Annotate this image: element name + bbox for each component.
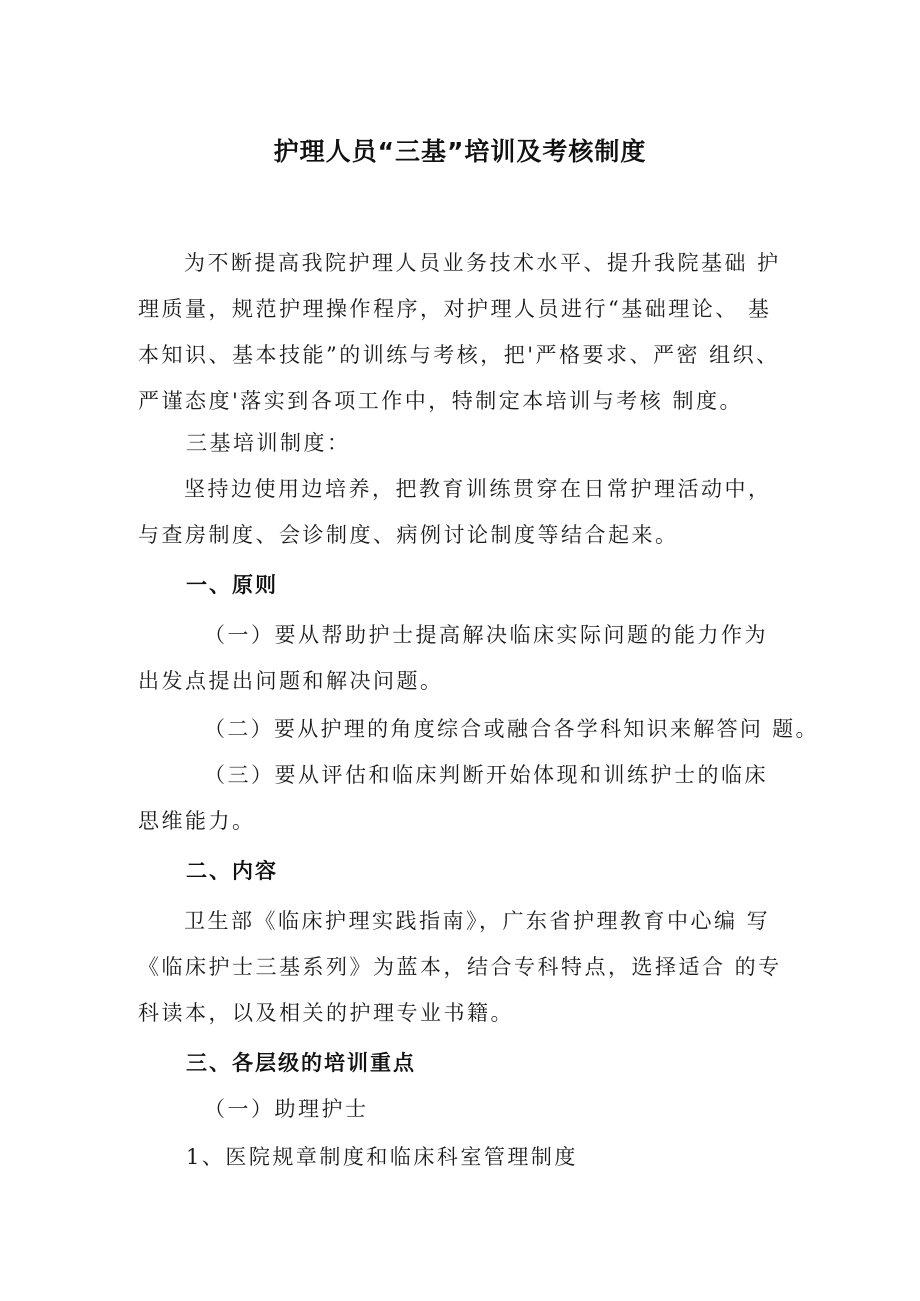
document-title: 护理人员“三基”培训及考核制度	[273, 137, 647, 166]
principle-item-2: （二）要从护理的角度综合或融合各学科知识来解答问 题。	[204, 717, 819, 741]
intro-paragraph: 为不断提高我院护理人员业务技术水平、提升我院基础 护理质量，规范护理操作程序，对护理人员进行“基础理论、 基本知识、基本技能”的训练与考核，把'严格要求、严密 组织、严谨态度'落实到各项工作中，特制定本培训与考核 制度。	[138, 251, 781, 413]
training-paragraph: 坚持边使用边培养，把教育训练贯穿在日常护理活动中，与查房制度、会诊制度、病例讨论制度等结合起来。	[138, 477, 772, 547]
content-paragraph: 卫生部《临床护理实践指南》，广东省护理教育中心编 写《临床护士三基系列》为蓝本，结合专科特点，选择适合 的专科读本，以及相关的护理专业书籍。	[138, 909, 782, 1025]
principle-item-3: （三）要从评估和临床判断开始体现和训练护士的临床 思维能力。	[138, 763, 768, 833]
training-label: 三基培训制度：	[186, 431, 351, 455]
section-heading-principles: 一、原则	[186, 573, 278, 597]
section-heading-training-focus: 三、各层级的培训重点	[186, 1051, 416, 1075]
section-heading-content: 二、内容	[186, 859, 278, 883]
subheading-assistant-nurse: （一）助理护士	[204, 1097, 369, 1121]
principle-item-1: （一）要从帮助护士提高解决临床实际问题的能力作为 出发点提出问题和解决问题。	[138, 623, 768, 693]
training-item-1: 1、医院规章制度和临床科室管理制度	[186, 1145, 578, 1169]
